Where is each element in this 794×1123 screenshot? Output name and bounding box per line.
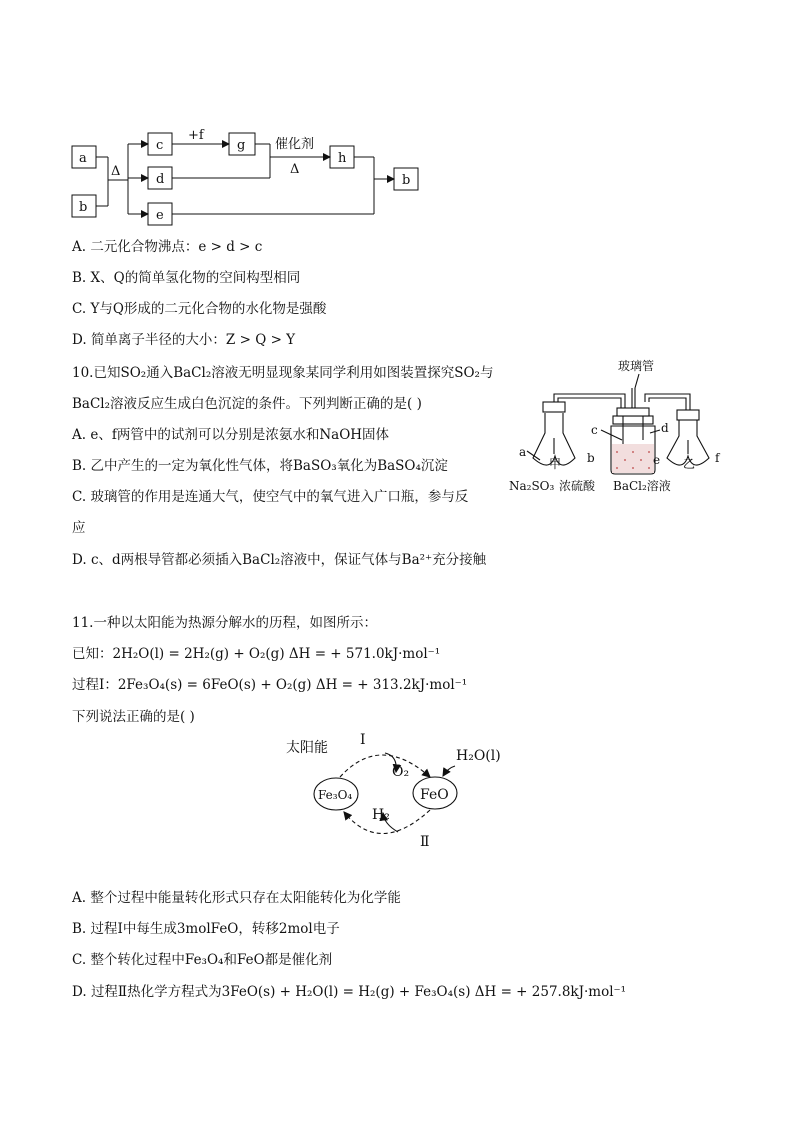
label-b-out: b	[402, 173, 411, 188]
q11-question: 下列说法正确的是( )	[72, 709, 195, 725]
label-c: c	[156, 138, 164, 153]
label-apparatus-c: c	[591, 423, 598, 437]
q10-option-c-cont: 应	[72, 520, 86, 536]
q10-stem-line1: 10.已知SO₂通入BaCl₂溶液无明显现象某同学利用如图装置探究SO₂与	[72, 365, 494, 381]
label-apparatus-a: a	[519, 445, 527, 459]
label-apparatus-d: d	[661, 421, 669, 435]
q11-process1: 过程Ⅰ：2Fe₃O₄(s) = 6FeO(s) + O₂(g) ΔH = + 313.2kJ·mol⁻¹	[72, 677, 468, 693]
q10-option-d: D. c、d两根导管都必须插入BaCl₂溶液中，保证气体与Ba²⁺充分接触	[72, 552, 487, 568]
q10-stem-line2: BaCl₂溶液反应生成白色沉淀的条件。下列判断正确的是( )	[72, 396, 422, 412]
label-apparatus-e: e	[653, 453, 661, 467]
q9-option-a: A. 二元化合物沸点：e > d > c	[72, 239, 263, 255]
label-yi: 乙	[683, 457, 696, 471]
label-b-in: b	[79, 200, 88, 215]
label-h: h	[338, 151, 347, 166]
q11-option-c: C. 整个转化过程中Fe₃O₄和FeO都是催化剂	[72, 952, 333, 968]
q10-option-c: C. 玻璃管的作用是连通大气，使空气中的氧气进入广口瓶，参与反	[72, 489, 469, 505]
label-catalyst: 催化剂	[275, 137, 315, 152]
label-feo: FeO	[420, 787, 449, 803]
label-plus-f: +f	[188, 128, 204, 143]
q9-option-b: B. X、Q的简单氢化物的空间构型相同	[72, 270, 301, 286]
q10-option-a: A. e、f两管中的试剂可以分别是浓氨水和NaOH固体	[72, 427, 390, 443]
q11-option-d: D. 过程Ⅱ热化学方程式为3FeO(s) + H₂O(l) = H₂(g) + Fe₃O₄(s) ΔH = + 257.8kJ·mol⁻¹	[72, 984, 627, 1000]
label-jia: 甲	[549, 457, 562, 471]
q9-option-d: D. 简单离子半径的大小：Z > Q > Y	[72, 332, 296, 348]
label-e: e	[156, 208, 164, 223]
q10-apparatus-diagram	[505, 358, 735, 498]
q10-option-b: B. 乙中产生的一定为氧化性气体，将BaSO₃氧化为BaSO₄沉淀	[72, 458, 448, 474]
label-bacl2: BaCl₂溶液	[613, 479, 671, 493]
q11-option-b: B. 过程Ⅰ中每生成3molFeO，转移2mol电子	[72, 921, 340, 937]
label-d: d	[156, 172, 165, 187]
q11-stem: 11.一种以太阳能为热源分解水的历程，如图所示：	[72, 615, 377, 631]
q11-cycle-diagram	[280, 728, 520, 853]
label-solar: 太阳能	[286, 740, 328, 756]
q9-option-c: C. Y与Q形成的二元化合物的水化物是强酸	[72, 301, 327, 317]
flow-diagram	[60, 120, 440, 230]
label-step1: Ⅰ	[360, 732, 366, 748]
label-g: g	[237, 138, 246, 153]
label-h2o: H₂O(l)	[456, 748, 501, 764]
label-apparatus-f: f	[715, 451, 720, 465]
label-h2: H₂	[372, 807, 390, 823]
label-h2so4: 浓硫酸	[559, 479, 596, 493]
label-glass-tube: 玻璃管	[618, 359, 655, 373]
label-o2: O₂	[392, 764, 410, 780]
label-delta2: Δ	[290, 162, 300, 177]
label-a: a	[79, 151, 87, 166]
label-step2: Ⅱ	[420, 834, 430, 850]
label-delta1: Δ	[111, 164, 121, 179]
label-na2so3: Na₂SO₃	[509, 479, 555, 493]
label-apparatus-b: b	[587, 451, 595, 465]
q11-option-a: A. 整个过程中能量转化形式只存在太阳能转化为化学能	[72, 890, 401, 906]
label-fe3o4: Fe₃O₄	[318, 788, 353, 802]
q11-known: 已知：2H₂O(l) = 2H₂(g) + O₂(g) ΔH = + 571.0kJ·mol⁻¹	[72, 646, 441, 662]
